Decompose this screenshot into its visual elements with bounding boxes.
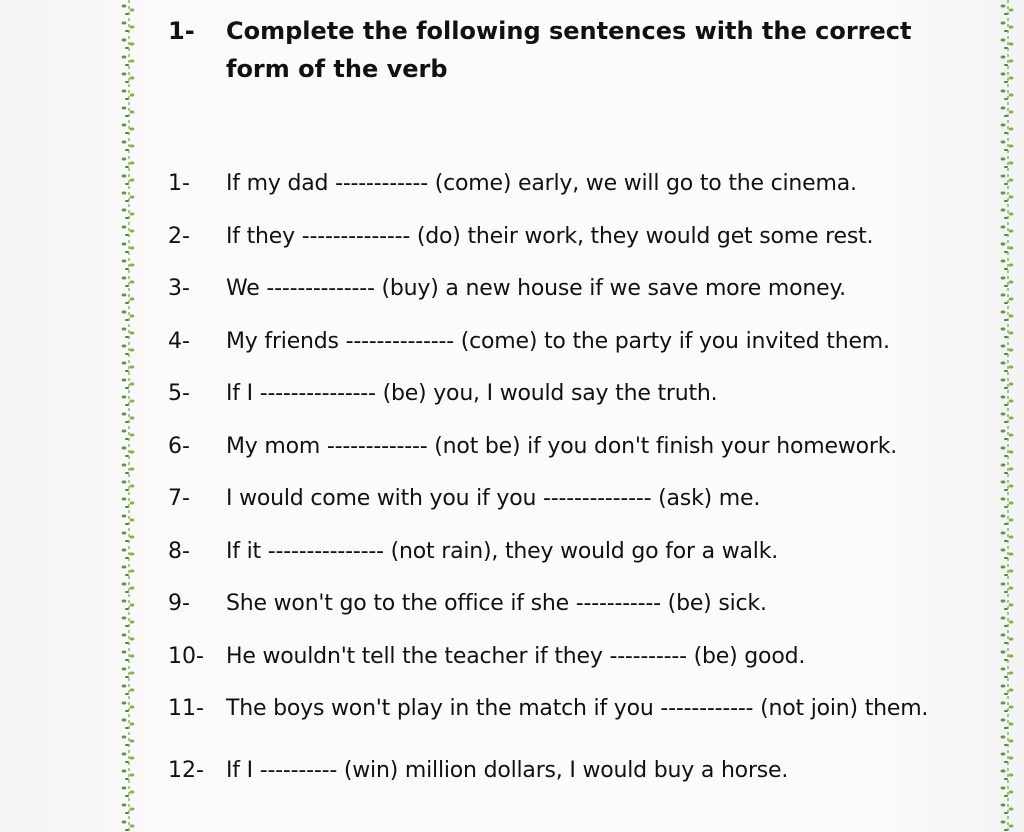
sentence-text: My mom ------------- (not be) if you don't finish your homework. bbox=[226, 433, 898, 459]
sentence-number: 12- bbox=[168, 758, 204, 783]
sentence-number: 6- bbox=[168, 433, 190, 459]
sentence-text: He wouldn't tell the teacher if they ---------- (be) good. bbox=[226, 643, 806, 669]
exercise-number: 1- bbox=[168, 17, 195, 45]
sentence-text: If I ---------- (win) million dollars, I would buy a horse. bbox=[226, 758, 789, 783]
sentence-text: If they -------------- (do) their work, they would get some rest. bbox=[226, 223, 874, 249]
sentence-item bbox=[168, 691, 988, 735]
sentence-number: 9- bbox=[168, 591, 190, 616]
sentence-item bbox=[168, 324, 988, 359]
sentence-text: If I --------------- (be) you, I would say the truth. bbox=[226, 381, 718, 406]
sentence-number: 10- bbox=[168, 643, 204, 669]
sentence-text: My friends -------------- (come) to the party if you invited them. bbox=[226, 328, 890, 354]
sentence-item bbox=[168, 753, 988, 788]
sentence-item bbox=[168, 219, 988, 254]
sentence-text: The boys won't play in the match if you ------------ (not join) them. bbox=[226, 696, 929, 721]
sentence-text: If it --------------- (not rain), they would go for a walk. bbox=[226, 538, 779, 564]
vine-right bbox=[1007, 0, 1009, 832]
exercise-instruction: Complete the following sentences with the correct form of the verb bbox=[226, 17, 912, 83]
sentence-text: She won't go to the office if she ----------- (be) sick. bbox=[226, 591, 767, 616]
exercise-heading bbox=[168, 12, 978, 88]
sentence-number: 7- bbox=[168, 486, 190, 511]
sentence-item bbox=[168, 586, 988, 621]
sentence-item bbox=[168, 166, 988, 201]
sentence-text: We -------------- (buy) a new house if we save more money. bbox=[226, 276, 846, 301]
sentence-number: 11- bbox=[168, 696, 204, 721]
sentence-item bbox=[168, 429, 988, 464]
sentence-number: 3- bbox=[168, 276, 190, 301]
sentence-item bbox=[168, 481, 988, 516]
sentence-text: If my dad ------------ (come) early, we will go to the cinema. bbox=[226, 171, 857, 196]
sentence-number: 4- bbox=[168, 328, 190, 354]
sentence-item bbox=[168, 639, 988, 674]
sentence-number: 8- bbox=[168, 538, 190, 564]
sentence-item bbox=[168, 271, 988, 306]
sentence-number: 1- bbox=[168, 171, 190, 196]
vine-left bbox=[128, 0, 130, 832]
sentence-number: 2- bbox=[168, 223, 190, 249]
sentence-list bbox=[168, 166, 988, 806]
sentence-number: 5- bbox=[168, 381, 190, 406]
sentence-item bbox=[168, 534, 988, 569]
sentence-item bbox=[168, 376, 988, 411]
sentence-text: I would come with you if you -------------- (ask) me. bbox=[226, 486, 761, 511]
